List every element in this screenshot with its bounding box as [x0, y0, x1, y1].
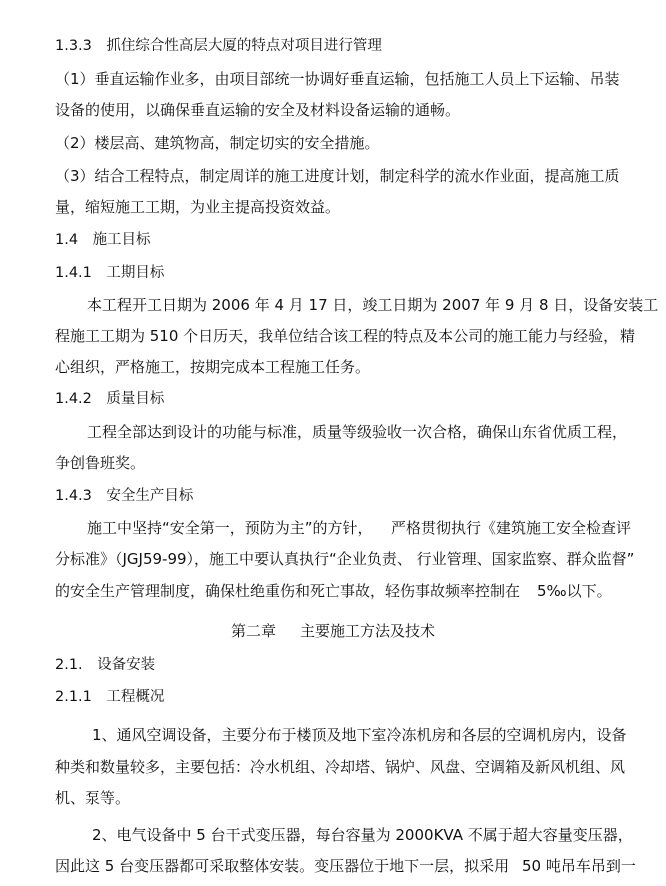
section-number: 1.3.3: [55, 38, 92, 54]
section-title: 设备安装: [97, 657, 156, 673]
paragraph-line: 本工程开工日期为 2006 年 4 月 17 日，竣工日期为 2007 年 9 月 8 日，设备安装工: [87, 296, 659, 314]
paragraph-line-end: 5‰以下。: [537, 582, 612, 600]
paragraph-line: 机、泵等。: [55, 789, 131, 807]
paragraph-line: 1、通风空调设备，主要分布于楼顶及地下室冷冻机房和各层的空调机房内，设备: [92, 726, 627, 744]
heading-2-1-1: [55, 688, 164, 706]
section-number: 1.4.3: [55, 488, 92, 504]
section-title: 施工目标: [92, 232, 151, 248]
heading-1-4-3: [55, 487, 193, 505]
heading-1-4: [55, 231, 151, 249]
section-number: 1.4: [55, 232, 79, 248]
paragraph-line: 施工中坚持“安全第一，预防为主”的方针，: [87, 519, 373, 537]
heading-1-3-3: [55, 37, 382, 55]
section-number: 1.4.2: [55, 391, 92, 407]
section-number: 1.4.1: [55, 265, 92, 281]
section-number: 2.1.1: [55, 689, 92, 705]
section-title: 工程概况: [106, 689, 165, 705]
paragraph-line: （3）结合工程特点，制定周详的施工进度计划，制定科学的流水作业面，提高施工质: [55, 167, 620, 185]
paragraph-line: 争创鲁班奖。: [55, 454, 146, 472]
paragraph-line: 严格贯彻执行《建筑施工安全检查评: [391, 519, 632, 537]
paragraph-line: （2）楼层高、建筑物高，制定切实的安全措施。: [55, 134, 380, 152]
heading-2-1: [55, 656, 155, 674]
chapter-number: 第二章: [230, 622, 276, 640]
paragraph-line: 因此这 5 台变压器都可采取整体安装。变压器位于地下一层，拟采用: [55, 857, 510, 875]
section-title: 抓住综合性高层大厦的特点对项目进行管理: [106, 38, 382, 54]
paragraph-line: 分标准》（JGJ59-99），施工中要认真执行“企业负责、 行业管理、国家监察、群众监督”: [55, 550, 635, 568]
paragraph-line: 种类和数量较多，主要包括：冷水机组、冷却塔、锅炉、风盘、空调箱及新风机组、风: [55, 758, 626, 776]
chapter-title: 主要施工方法及技术: [300, 622, 436, 640]
section-title: 工期目标: [106, 265, 165, 281]
heading-1-4-1: [55, 264, 164, 282]
section-title: 质量目标: [106, 391, 165, 407]
paragraph-line: 心组织，严格施工，按期完成本工程施工任务。: [55, 358, 371, 376]
paragraph-line: 2、电气设备中 5 台干式变压器，每台容量为 2000KVA 不属于超大容量变压器，: [92, 826, 633, 844]
paragraph-line: 程施工工期为 510 个日历天，我单位结合该工程的特点及本公司的施工能力与经验，: [55, 327, 619, 345]
section-title: 安全生产目标: [106, 488, 194, 504]
chapter-heading: [0, 622, 666, 640]
paragraph-line: 的安全生产管理制度，确保杜绝重伤和死亡事故，轻伤事故频率控制在: [55, 582, 521, 600]
section-number: 2.1.: [55, 657, 83, 673]
paragraph-line: （1）垂直运输作业多，由项目部统一协调好垂直运输，包括施工人员上下运输、吊装: [55, 70, 620, 88]
paragraph-line-end: 精: [620, 327, 636, 345]
paragraph-line-end: 50 吨吊车吊到一: [522, 857, 636, 875]
heading-1-4-2: [55, 390, 164, 408]
paragraph-line: 工程全部达到设计的功能与标准，质量等级验收一次合格，确保山东省优质工程，: [87, 423, 628, 441]
paragraph-line: 量，缩短施工工期，为业主提高投资效益。: [55, 198, 341, 216]
paragraph-line: 设备的使用，以确保垂直运输的安全及材料设备运输的通畅。: [55, 101, 461, 119]
